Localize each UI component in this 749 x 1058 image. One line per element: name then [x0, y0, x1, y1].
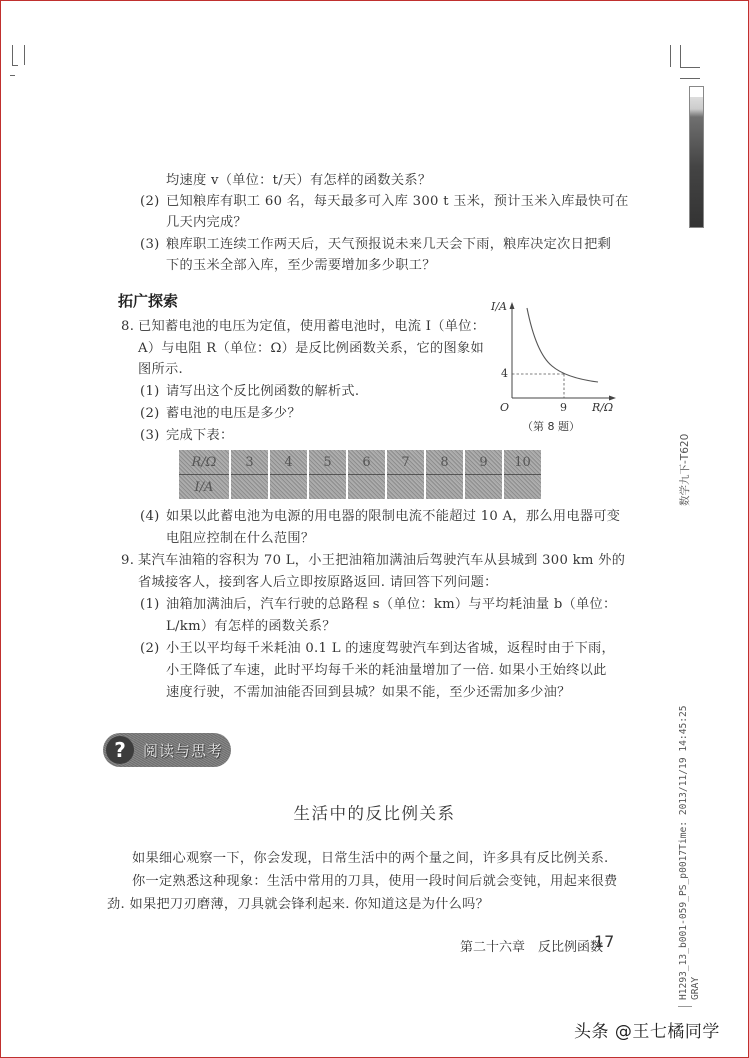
q7-part-label: (2)	[140, 194, 160, 209]
crop-mark-left	[12, 65, 18, 66]
table-row-header: R/Ω	[179, 450, 229, 475]
print-info: H1293_13_b001-059_PS_p0017Time: 2013/11/19 14:45:25	[678, 705, 689, 1000]
badge-label: 阅读与思考	[143, 742, 224, 760]
table-cell-blank[interactable]	[231, 475, 268, 499]
watermark: 头条 @王七橘同学	[574, 1022, 720, 1042]
table-cell-blank[interactable]	[348, 475, 385, 499]
table-cell: 10	[504, 450, 541, 475]
q9-part-text: 速度行驶，不需加油能否回到县城？如果不能，至少还需加多少油？	[166, 685, 571, 700]
color-mode: GRAY	[690, 976, 701, 1000]
q7-part-text: 粮库职工连续工作两天后，天气预报说未来几天会下雨，粮库决定次日把剩	[166, 237, 612, 252]
r-i-table	[177, 450, 543, 499]
crop-mark-right	[670, 45, 671, 67]
q8-text: 已知蓄电池的电压为定值，使用蓄电池时，电流 I（单位：	[138, 319, 486, 334]
table-cell-blank[interactable]	[465, 475, 502, 499]
reading-paragraph: 劲. 如果把刀刃磨薄，刀具就会锋利起来. 你知道这是为什么吗？	[107, 897, 490, 912]
crop-mark-right	[680, 78, 700, 79]
table-cell-blank[interactable]	[270, 475, 307, 499]
crop-mark-left	[12, 45, 13, 65]
table-cell: 3	[231, 450, 268, 475]
reading-thinking-badge	[103, 733, 231, 767]
table-row-i	[179, 475, 541, 499]
continued-line: 均速度 v（单位：t/天）有怎样的函数关系？	[166, 173, 432, 188]
q9-text: 某汽车油箱的容积为 70 L，小王把油箱加满油后驾驶汽车从县城到 300 km 外的	[138, 553, 626, 568]
table-cell: 4	[270, 450, 307, 475]
reading-paragraph: 你一定熟悉这种现象：生活中常用的刀具，使用一段时间后就会变钝，用起来很费	[132, 874, 618, 889]
q8-part-text: 完成下表：	[166, 428, 234, 443]
table-cell: 9	[465, 450, 502, 475]
x-tick-label: 9	[560, 401, 567, 414]
inverse-proportion-chart	[486, 298, 626, 433]
question-mark-icon: ?	[106, 736, 134, 764]
q7-part-label: (3)	[140, 237, 160, 252]
q9-part-label: (2)	[140, 641, 160, 656]
crop-mark-left	[24, 45, 25, 65]
crop-mark-right	[680, 67, 700, 68]
origin-label: O	[500, 401, 510, 414]
q8-text: 图所示.	[138, 362, 183, 377]
q7-part-text: 已知粮库有职工 60 名，每天最多可入库 300 t 玉米，预计玉米入库最快可在	[166, 194, 629, 209]
q7-part-text: 几天内完成？	[166, 215, 247, 230]
q9-part-text: L/km）有怎样的函数关系？	[166, 619, 336, 634]
q8-part-text: 电阻应控制在什么范围？	[166, 531, 315, 546]
table-cell-blank[interactable]	[426, 475, 463, 499]
footer-chapter: 第二十六章 反比例函数	[460, 940, 604, 955]
table-row-r	[179, 450, 541, 475]
reading-title: 生活中的反比例关系	[293, 804, 456, 823]
table-cell: 8	[426, 450, 463, 475]
q8-part-text: 如果以此蓄电池为电源的用电器的限制电流不能超过 10 A，那么用电器可变	[166, 509, 621, 524]
grayscale-calibration-bar	[689, 86, 704, 228]
q8-part-label: (1)	[140, 384, 160, 399]
q9-number: 9.	[121, 553, 135, 568]
crop-mark-left	[10, 75, 15, 76]
q8-part-text: 请写出这个反比例函数的解析式.	[166, 384, 360, 399]
section-heading: 拓广探索	[118, 292, 179, 310]
q9-part-label: (1)	[140, 597, 160, 612]
q8-text: A）与电阻 R（单位：Ω）是反比例函数关系，它的图象如	[138, 341, 484, 356]
q8-part-label: (4)	[140, 509, 160, 524]
table-cell: 6	[348, 450, 385, 475]
margin-tick	[678, 1006, 692, 1007]
book-code: 数学九下-T620	[679, 433, 691, 506]
table-cell-blank[interactable]	[387, 475, 424, 499]
figure-caption: （第 8 题）	[522, 420, 580, 433]
table-cell: 5	[309, 450, 346, 475]
q8-part-label: (3)	[140, 428, 160, 443]
table-cell-blank[interactable]	[309, 475, 346, 499]
crop-mark-right	[680, 45, 681, 67]
table-row-header: I/A	[179, 475, 229, 499]
y-axis-label: I/A	[491, 300, 507, 313]
table-cell-blank[interactable]	[504, 475, 541, 499]
q7-part-text: 下的玉米全部入库，至少需要增加多少职工？	[166, 258, 436, 273]
table-cell: 7	[387, 450, 424, 475]
reading-paragraph: 如果细心观察一下，你会发现，日常生活中的两个量之间，许多具有反比例关系.	[132, 851, 609, 866]
q8-number: 8.	[121, 319, 135, 334]
q8-part-text: 蓄电池的电压是多少？	[166, 406, 301, 421]
x-axis-label: R/Ω	[592, 401, 614, 414]
q9-text: 省城接客人，接到客人后立即按原路返回. 请回答下列问题：	[138, 575, 498, 590]
q8-part-label: (2)	[140, 406, 160, 421]
q9-part-text: 小王降低了车速，此时平均每千米的耗油量增加了一倍. 如果小王始终以此	[166, 663, 607, 678]
y-tick-label: 4	[501, 367, 508, 380]
q9-part-text: 油箱加满油后，汽车行驶的总路程 s（单位：km）与平均耗油量 b（单位：	[166, 597, 617, 612]
page-number: 17	[594, 932, 615, 951]
q9-part-text: 小王以平均每千米耗油 0.1 L 的速度驾驶汽车到达省城，返程时由于下雨，	[166, 641, 616, 656]
